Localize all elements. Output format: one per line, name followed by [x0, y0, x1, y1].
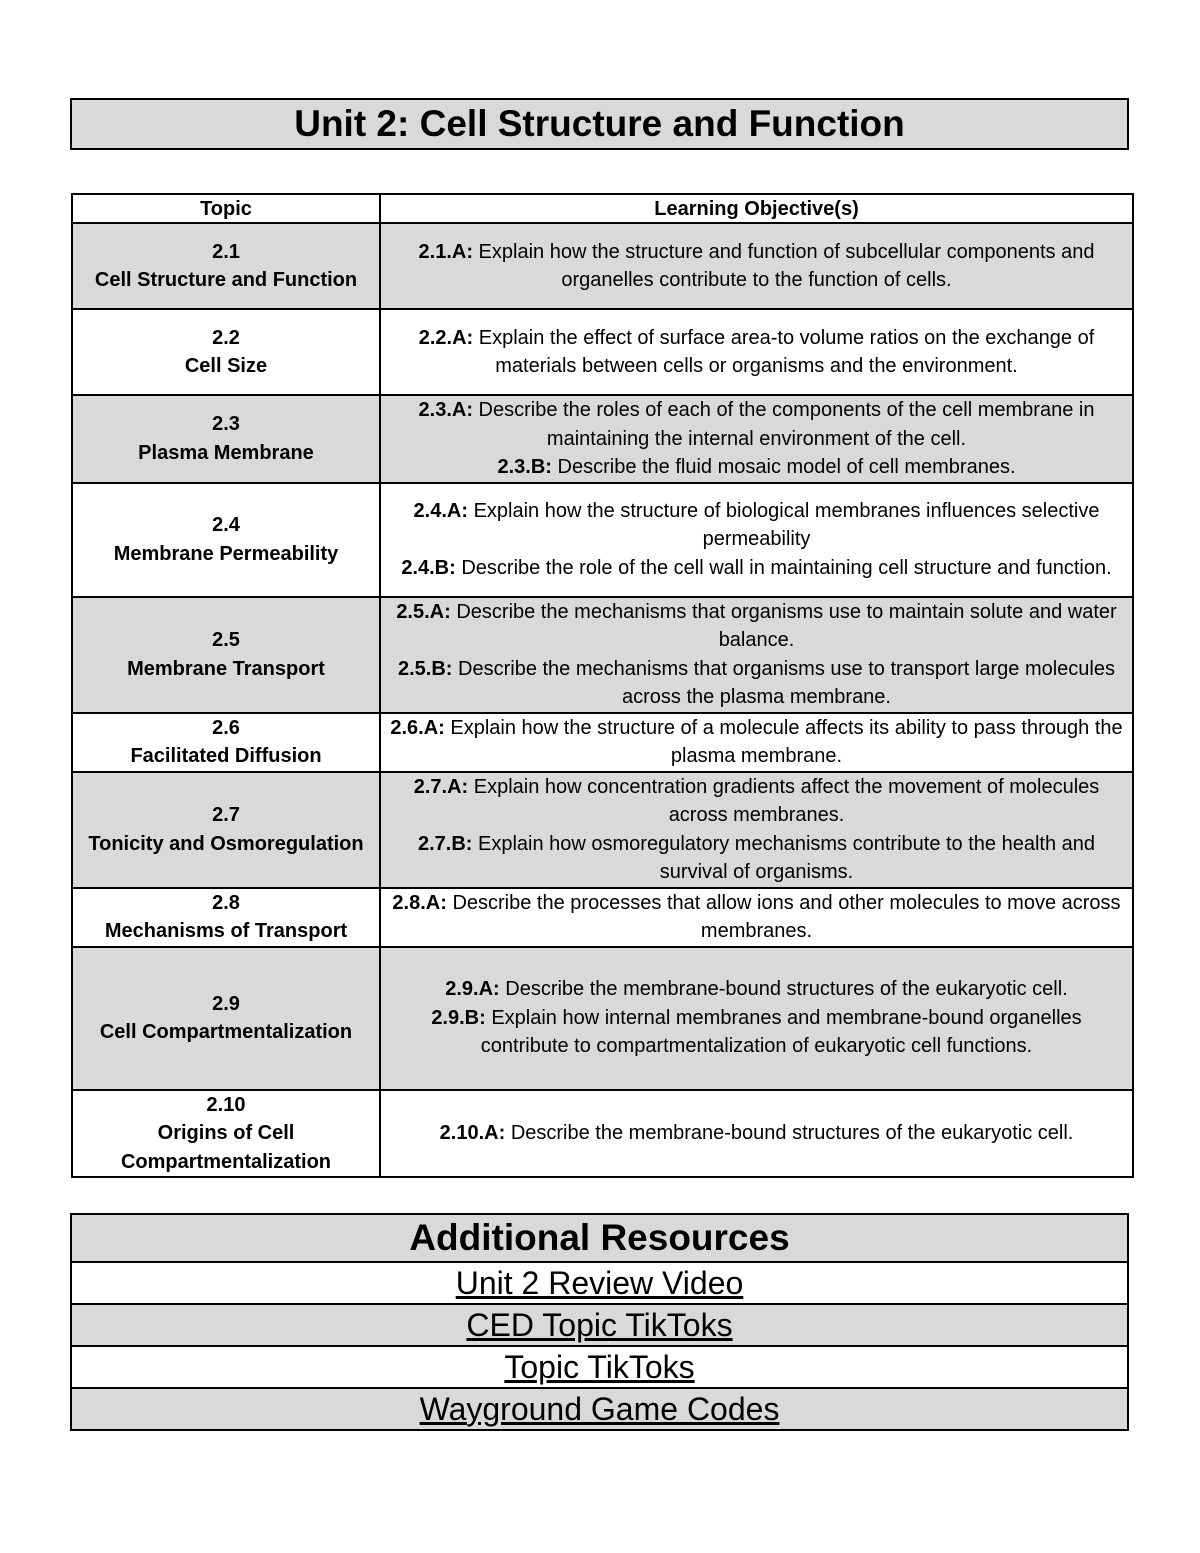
topic-number: 2.10: [206, 1093, 246, 1116]
topic-name: Membrane Transport: [127, 657, 325, 680]
topic-cell: [72, 483, 380, 597]
resource-row: [71, 1388, 1128, 1430]
topic-name: Plasma Membrane: [138, 441, 314, 464]
objective-code: 2.5.B:: [398, 657, 453, 680]
objective-text: Explain how internal membranes and membrane-bound organelles contribute to compartmentalization of eukaryotic cell functions.: [480, 1006, 1082, 1058]
topic-column-header: Topic: [72, 194, 380, 223]
topic-cell: [72, 1090, 380, 1178]
objective: [387, 655, 1126, 712]
topic-number: 2.9: [212, 992, 240, 1015]
objective: [387, 889, 1126, 946]
objective-code: 2.4.A:: [413, 499, 469, 522]
objectives-cell: [380, 1090, 1133, 1178]
objective-text: Describe the role of the cell wall in maintaining cell structure and function.: [455, 556, 1112, 579]
table-row: [72, 713, 1133, 772]
topic-name: Facilitated Diffusion: [130, 745, 322, 767]
topic-cell: [72, 772, 380, 888]
objective-code: 2.3.A:: [418, 399, 473, 421]
topic-name: Cell Structure and Function: [94, 269, 358, 291]
objective: [387, 1004, 1126, 1061]
objectives-cell: [380, 713, 1133, 772]
topic-name: Cell Size: [184, 355, 268, 377]
objective-text: Describe the mechanisms that organisms use to transport large molecules across the plasma membrane.: [452, 657, 1115, 708]
topic-number: 2.7: [212, 804, 240, 826]
topic-cell: [72, 395, 380, 483]
topic-name: Origins of Cell Compartmentalization: [120, 1122, 332, 1173]
table-row: [72, 772, 1133, 888]
resources-heading: Additional Resources: [71, 1214, 1128, 1262]
objectives-column-header: Learning Objective(s): [380, 194, 1133, 223]
topic-number: 2.6: [212, 716, 240, 739]
objective: [387, 497, 1126, 554]
topic-number: 2.2: [212, 326, 240, 349]
wayground-game-codes-link[interactable]: Wayground Game Codes: [419, 1390, 780, 1427]
objectives-cell: [380, 888, 1133, 947]
table-row: [72, 223, 1133, 309]
additional-resources-table: [70, 1213, 1129, 1431]
objective-code: 2.9.B:: [431, 1006, 486, 1029]
objective-text: Explain how osmoregulatory mechanisms contribute to the health and survival of organisms.: [472, 832, 1096, 883]
objective-text: Explain the effect of surface area-to volume ratios on the exchange of materials between cells or organisms and the environment.: [473, 326, 1095, 377]
objective: [387, 238, 1126, 295]
objectives-cell: [380, 947, 1133, 1090]
topic-number: 2.3: [212, 413, 240, 436]
objectives-cell: [380, 309, 1133, 395]
objective-code: 2.6.A:: [390, 716, 445, 739]
resource-row: [71, 1262, 1128, 1304]
topic-name: Mechanisms of Transport: [104, 920, 348, 942]
topic-name: Cell Compartmentalization: [99, 1021, 353, 1043]
objective-text: Explain how the structure of a molecule affects its ability to pass through the plasma membrane.: [444, 716, 1123, 767]
topic-tiktoks-link[interactable]: Topic TikToks: [504, 1348, 695, 1385]
objective: [387, 1119, 1126, 1148]
objective: [387, 324, 1126, 381]
objectives-cell: [380, 772, 1133, 888]
objective: [387, 773, 1126, 830]
topic-cell: [72, 309, 380, 395]
objective-code: 2.3.B:: [497, 456, 552, 478]
topic-cell: [72, 713, 380, 772]
objective: [387, 396, 1126, 453]
objective-text: Explain how the structure and function of subcellular components and organelles contribute to the function of cells.: [472, 240, 1095, 291]
topic-cell: [72, 223, 380, 309]
topic-number: 2.8: [212, 891, 240, 914]
objective-text: Describe the processes that allow ions and other molecules to move across membranes.: [446, 891, 1121, 942]
objective-code: 2.8.A:: [392, 891, 447, 914]
objective-code: 2.10.A:: [439, 1122, 506, 1144]
table-header-row: [72, 194, 1133, 223]
topic-name: Membrane Permeability: [113, 542, 339, 565]
objective-text: Describe the membrane-bound structures of the eukaryotic cell.: [505, 1122, 1074, 1144]
table-row: [72, 395, 1133, 483]
objective-text: Describe the mechanisms that organisms use to maintain solute and water balance.: [450, 600, 1117, 651]
objective-text: Describe the membrane-bound structures of the eukaryotic cell.: [499, 978, 1068, 1001]
objective-text: Explain how the structure of biological membranes influences selective permeability: [468, 499, 1100, 551]
objective-code: 2.1.A:: [418, 240, 473, 263]
resource-row: [71, 1346, 1128, 1388]
topic-number: 2.5: [212, 629, 240, 651]
resource-row: [71, 1304, 1128, 1346]
objective: [387, 830, 1126, 887]
ced-topic-tiktoks-link[interactable]: CED Topic TikToks: [466, 1306, 733, 1343]
table-row: [72, 309, 1133, 395]
topic-cell: [72, 947, 380, 1090]
table-row: [72, 888, 1133, 947]
page-title: Unit 2: Cell Structure and Function: [70, 98, 1129, 150]
table-row: [72, 483, 1133, 597]
objectives-cell: [380, 395, 1133, 483]
table-row: [72, 1090, 1133, 1178]
topic-cell: [72, 888, 380, 947]
table-row: [72, 947, 1133, 1090]
objective: [387, 975, 1126, 1004]
topic-name: Tonicity and Osmoregulation: [88, 832, 364, 855]
learning-objectives-table: [71, 193, 1134, 1178]
objective: [387, 453, 1126, 482]
objectives-cell: [380, 223, 1133, 309]
objective-code: 2.7.B:: [417, 832, 473, 855]
objective: [387, 598, 1126, 655]
objective: [387, 714, 1126, 771]
table-row: [72, 597, 1133, 713]
objective-text: Describe the roles of each of the components of the cell membrane in maintaining the internal environment of the cell.: [473, 399, 1095, 450]
resources-heading-row: [71, 1214, 1128, 1262]
topic-cell: [72, 597, 380, 713]
unit-2-review-video-link[interactable]: Unit 2 Review Video: [455, 1264, 744, 1301]
topic-number: 2.4: [212, 514, 240, 536]
topic-number: 2.1: [212, 240, 240, 263]
objective-text: Explain how concentration gradients affect the movement of molecules across membranes.: [468, 775, 1100, 826]
objectives-cell: [380, 483, 1133, 597]
objective: [387, 554, 1126, 583]
objective-code: 2.5.A:: [396, 600, 451, 623]
objective-code: 2.4.B:: [401, 556, 456, 579]
objective-code: 2.9.A:: [445, 978, 500, 1001]
objective-code: 2.7.A:: [413, 775, 469, 798]
objective-text: Describe the fluid mosaic model of cell membranes.: [551, 456, 1016, 478]
objective-code: 2.2.A:: [418, 326, 474, 349]
objectives-cell: [380, 597, 1133, 713]
